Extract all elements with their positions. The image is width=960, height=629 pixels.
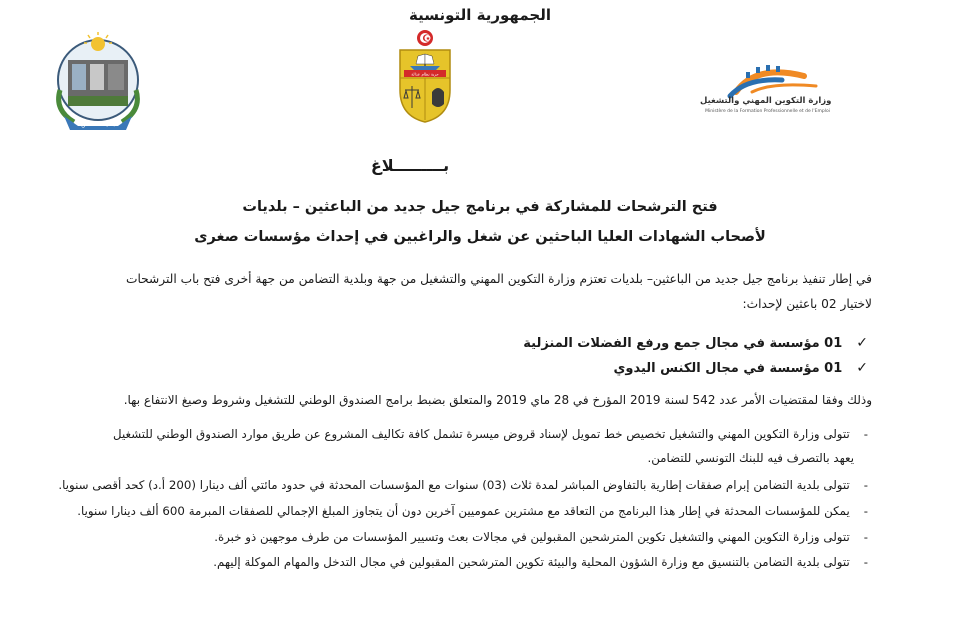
municipality-seal-logo [48,30,148,134]
bullet-item [58,478,868,492]
decree-paragraph: وذلك وفقا لمقتضيات الأمر عدد 542 لسنة 2019 المؤرخ في 28 ماي 2019 والمتعلق بضبط برامج الصندوق الوطني للتشغيل وشروط وصيغ الانتفاع بها. [123,393,872,407]
bullet-item-continuation: يعهد بالتصرف فيه للبنك التونسي للتضامن. [647,451,854,465]
announcement-title-line2: لأصحاب الشهادات العليا الباحثين عن شغل والراغبين في إحداث مؤسسات صغرى [194,229,766,245]
bullet-item-text: تتولى بلدية التضامن إبرام صفقات إطارية بالتفاوض المباشر لمدة ثلاث (03) سنوات مع المؤسسات المحدثة في حدود مائتي ألف دينارا (200 أ.د) كحد أقصى سنويا. [58,478,850,492]
dash-bullet-icon: - [863,530,868,544]
bullet-item-text: يمكن للمؤسسات المحدثة في إطار هذا البرنامج من التعاقد مع مشترين عموميين آخرين دون أن يتجاوز المبلغ الإجمالي للصفقات المبرمة 600 ألف دينارا سنويا. [77,504,850,518]
announcement-title-line1: فتح الترشحات للمشاركة في برنامج جيل جديد من الباعثين – بلديات [242,199,718,215]
dash-bullet-icon: - [863,555,868,569]
bullet-item-text: تتولى وزارة التكوين المهني والتشغيل تكوين المترشحين المقبولين في مجالات بعث وتسيير المؤسسات من طرف موجهين ذو خبرة. [214,530,850,544]
dash-bullet-icon: - [863,478,868,492]
checkmark-icon: ✓ [856,335,868,351]
emblem-motto: حرية نظام عدالة [411,71,439,77]
intro-paragraph-line1: في إطار تنفيذ برنامج جيل جديد من الباعثين– بلديات تعتزم وزارة التكوين المهني والتشغيل من جهة وبلدية التضامن من جهة أخرى فتح باب الترشحات [126,272,872,286]
bullet-item [77,504,868,518]
check-item [523,335,868,351]
ministry-name: وزارة التكوين المهني والتشغيل [700,96,832,106]
checkmark-icon: ✓ [856,360,868,376]
bullet-item-text: تتولى بلدية التضامن بالتنسيق مع وزارة الشؤون المحلية والبيئة تكوين المترشحين المقبولين في مجال التدخل والمهام الموكلة إليهم. [213,555,850,569]
bullet-item [138,555,868,569]
ministry-name-fr: Ministère de la Formation Professionnelle et de l'Emploi [705,109,830,114]
coat-of-arms-emblem [394,28,456,124]
bullet-item [138,530,868,544]
republic-heading: الجمهورية التونسية [409,6,551,24]
intro-paragraph-line2: لاختيار 02 باعثين لإحداث: [742,297,872,311]
dash-bullet-icon: - [863,427,868,441]
seal-text: بلدية التضامن [81,121,115,128]
check-item-text: 01 مؤسسة في مجال جمع ورفع الفضلات المنزلية [523,336,843,351]
announcement-label: بـــــــــلاغ [370,156,450,175]
bullet-item-text: تتولى وزارة التكوين المهني والتشغيل تخصيص خط تمويل لإسناد قروض ميسرة تشمل كافة تكاليف المشروع عن طريق موارد الصندوق الوطني للتشغيل [113,427,850,441]
dash-bullet-icon: - [863,504,868,518]
check-item [613,360,868,376]
check-item-text: 01 مؤسسة في مجال الكنس اليدوي [613,361,843,376]
bullet-item [113,427,868,441]
